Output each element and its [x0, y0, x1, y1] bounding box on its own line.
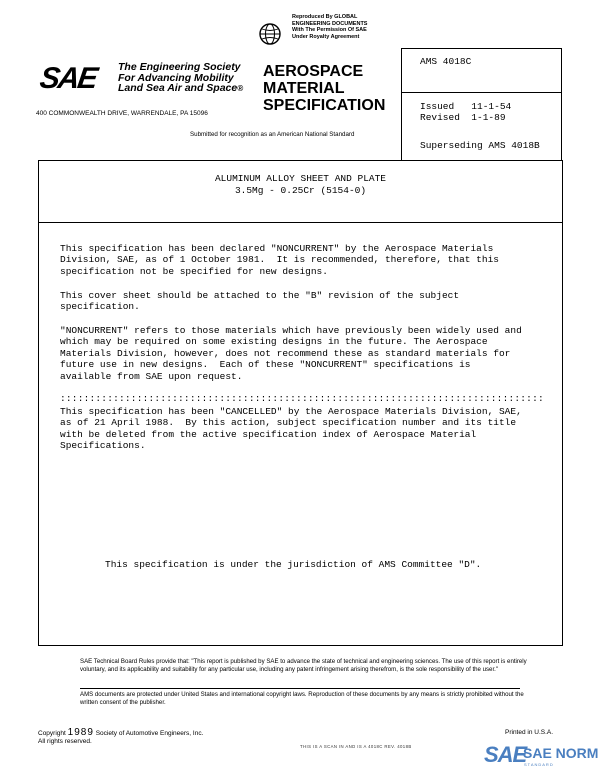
title-line-2: 3.5Mg - 0.25Cr (5154-0) [234, 184, 367, 196]
issue-dates [420, 101, 511, 123]
stamp-line-4: Under Royalty Agreement [292, 33, 360, 40]
globe-icon [258, 22, 282, 46]
document-type-line-2: MATERIAL [263, 80, 345, 97]
reproduction-stamp [292, 14, 367, 40]
stamp-line-1: Reproduced By GLOBAL [292, 14, 358, 20]
scan-code: THIS IS A SCAN IN AND IS A 4018C REV. 4018B [300, 744, 412, 749]
copyright [38, 729, 203, 746]
noncurrent-definition-paragraph: "NONCURRENT" refers to those materials which have previously been widely used and which may be required on some existing designs in the future. The Aerospace Materials Division, however, does not recommend these as standard materials for future use in new designs. Each of these "NONCURRENT" specifications is available from SAE upon request. [60, 325, 522, 382]
copyright-prefix: Copyright [38, 730, 66, 737]
society-line-2: For Advancing Mobility [118, 71, 234, 84]
copyright-year: 1989 [67, 727, 94, 738]
copyright-notice: AMS documents are protected under United States and international copyright laws. Reproduction of these documents by any means is strictly prohibited without the written consent of the publisher. [80, 691, 524, 706]
society-tagline [118, 62, 243, 95]
header-top-rule [401, 48, 562, 49]
all-rights-reserved: All rights reserved. [38, 738, 92, 745]
sae-norm-logo: SAE [484, 742, 527, 767]
stamp-line-3: With The Permission Of SAE [292, 27, 367, 34]
submitted-note: Submitted for recognition as an American National Standard [190, 131, 355, 138]
document-type-line-3: SPECIFICATION [263, 97, 386, 114]
stamp-line-2: ENGINEERING DOCUMENTS [292, 20, 368, 27]
header-right-border [561, 48, 562, 160]
sae-logo: SAE [37, 62, 99, 95]
ams-number: AMS 4018C [420, 56, 472, 67]
jurisdiction-statement: This specification is under the jurisdiction of AMS Committee "D". [105, 559, 482, 570]
printed-in: Printed in U.S.A. [505, 729, 554, 736]
issued-date: Issued 11-1-54 [420, 101, 512, 112]
sae-norm-text: SAE NORM [523, 745, 599, 761]
superseding: Superseding AMS 4018B [420, 140, 540, 151]
document-type-line-1: AEROSPACE [263, 63, 364, 80]
revised-date: Revised 1-1-89 [420, 112, 506, 123]
specification-title [38, 173, 563, 196]
society-line-3: Land Sea Air and Space [118, 82, 238, 94]
rights-rule [80, 688, 520, 689]
header-number-separator [401, 92, 562, 93]
registered-mark: ® [237, 84, 244, 93]
noncurrent-paragraph: This specification has been declared "NONCURRENT" by the Aerospace Materials Division, SAE, as of 1 October 1981. It is recommended, therefore, that this specification not be specified for new designs. [60, 243, 499, 277]
cancelled-paragraph: This specification has been "CANCELLED" by the Aerospace Materials Division, SAE, as of 21 April 1988. By this action, subject specification number and its title with be deleted from the active specification index of Aerospace Material Specifications. [60, 406, 522, 452]
society-line-1: The Engineering Society [118, 61, 241, 73]
copyright-holder: Society of Automotive Engineers, Inc. [95, 730, 204, 737]
address: 400 COMMONWEALTH DRIVE, WARRENDALE, PA 15096 [36, 110, 208, 117]
cover-sheet-paragraph: This cover sheet should be attached to the "B" revision of the subject specification. [60, 290, 460, 313]
sae-norm-subtext: STANDARD [524, 762, 554, 767]
header-divider [401, 48, 402, 160]
technical-board-rules: SAE Technical Board Rules provide that: "This report is published by SAE to advance the state of technical and engineering sciences. The use of this report is entirely voluntary, and its applicability and suitability for any particular use, including any patent infringement arising therefrom, is the sole responsibility of the user." [80, 658, 527, 673]
title-line-1: ALUMINUM ALLOY SHEET AND PLATE [214, 173, 387, 184]
document-type [263, 63, 385, 114]
dotted-separator: :::::::::::::::::::::::::::::::::::::::::::::::::::::::::::::::::::::::::::::::::: [60, 393, 544, 404]
